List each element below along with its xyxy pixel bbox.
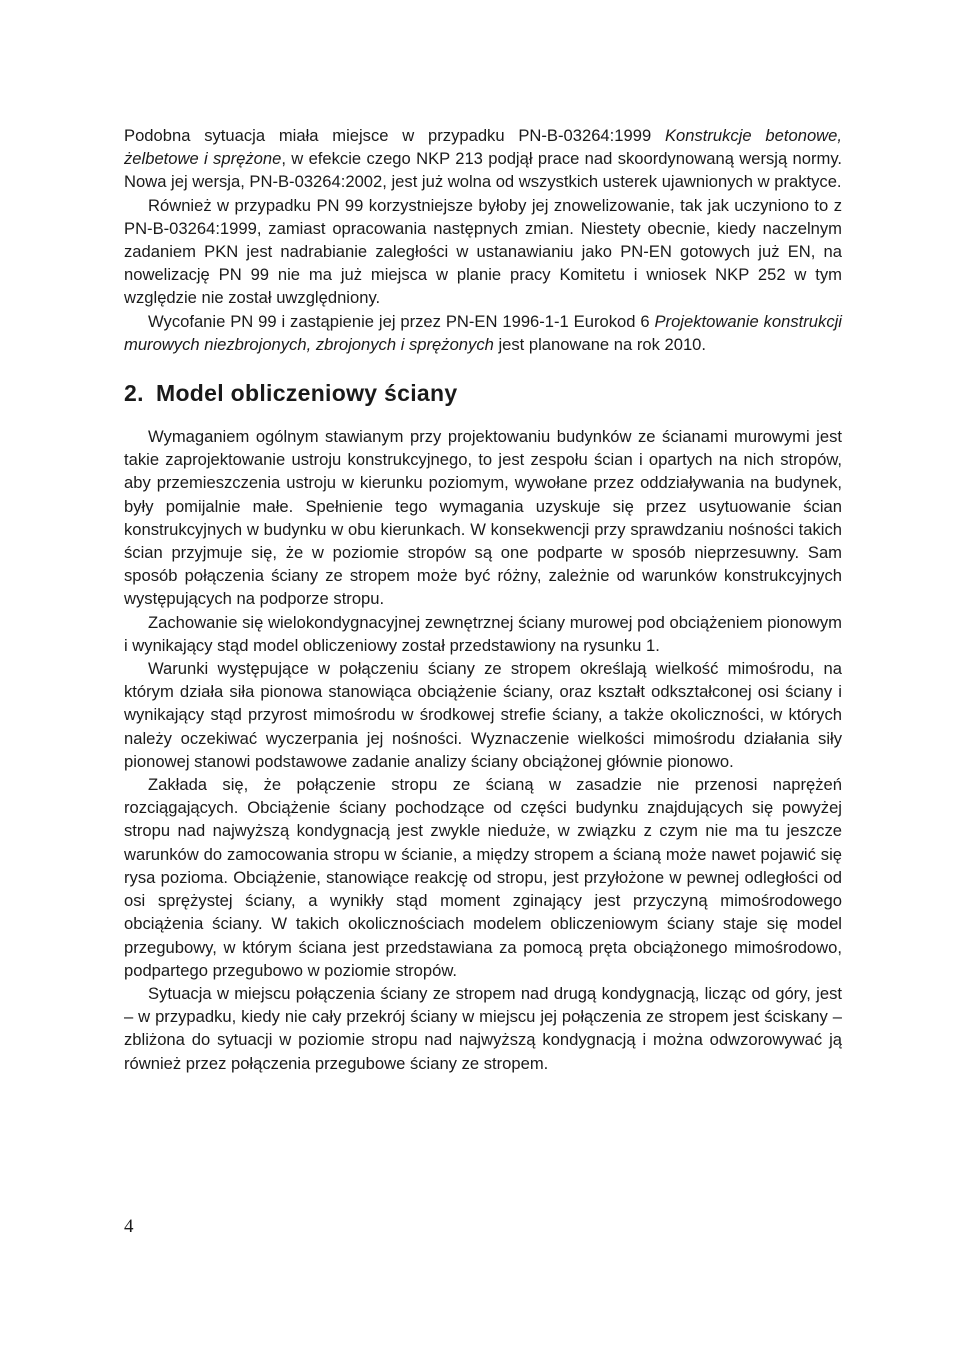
model-section — [124, 425, 842, 1075]
paragraph-2: Również w przypadku PN 99 korzystniejsze byłoby jej znowelizowanie, tak jak uczyniono to z PN-B-03264:1999, zamiast opracowania następnych zmian. Niestety obecnie, kiedy naczelnym zadaniem PKN jest nadrabianie zaległości w ustanawianiu jako PN-EN gotowych już EN, na nowelizację PN 99 nie ma już miejsca w planie pracy Komitetu i wniosek NKP 252 w tym względzie nie został uwzględniony. — [124, 195, 842, 308]
section2-paragraph: Wymaganiem ogólnym stawianym przy projektowaniu budynków ze ścianami murowymi jest takie zaprojektowanie ustroju konstrukcyjnego, to jest zespołu ścian i opartych na nich stropów, aby przemieszczenia ustroju w kierunku poziomym, wywołane przez oddziaływania na budynek, były pomijalnie małe. Spełnienie tego wymagania uzyskuje się przez usytuowanie ścian konstrukcyjnych w budynku w obu kierunkach. W konsekwencji przy sprawdzaniu nośności takich ścian przyjmuje się, że w poziomie stropów są one podparte w sposób nieprzesuwny. Sam sposób połączenia ściany ze stropem może być różny, zależnie od warunków konstrukcyjnych występujących na podporze stropu. — [124, 427, 842, 609]
section-heading — [124, 378, 842, 408]
section-heading-title: Model obliczeniowy ściany — [156, 380, 458, 407]
section2-paragraph: Zakłada się, że połączenie stropu ze ścianą w zasadzie nie przenosi naprężeń rozciągających. Obciążenie ściany pochodzące od części budynku znajdujących się powyżej stropu nad najwyższą kondygnacją jest zwykle nieduże, w związku z czym nie ma tu jeszcze warunków do zamocowania stropu w ścianie, a między stropem a ścianą może nawet pojawić się rysa pozioma. Obciążenie, stanowiące reakcję od stropu, jest przyłożone w pewnej odległości od osi sprężystej ściany, a wynikły stąd moment zginający jest przyczyną mimośrodowego obciążenia ściany. W takich okolicznościach modelem obliczeniowym ściany staje się model przegubowy, w którym ściana jest przedstawiana za pomocą pręta obciążonego mimośrodowo, podpartego przegubowo w poziomie stropów. — [124, 775, 842, 980]
intro-section — [124, 124, 842, 356]
paragraph-1-text-b: , w efekcie czego NKP 213 podjął prace nad skoordynowaną wersją normy. Nowa jej wersja, PN-B-03264:2002, jest już wolna od wszystkich usterek ujawnionych w praktyce. — [124, 149, 843, 192]
section2-paragraph: Zachowanie się wielokondygnacyjnej zewnętrznej ściany murowej pod obciążeniem pionowym i wynikający stąd model obliczeniowy został przedstawiony na rysunku 1. — [124, 612, 842, 655]
page-number: 4 — [124, 1216, 134, 1237]
paragraph-1 — [124, 124, 842, 194]
paragraph-1-italic-title: Konstrukcje betonowe, żelbetowe i sprężone — [124, 126, 842, 169]
paragraph-3-text-a: Wycofanie PN 99 i zastąpienie jej przez PN-EN 1996-1-1 Eurokod 6 — [148, 311, 655, 331]
paragraph-3-text-b: jest planowane na rok 2010. — [493, 334, 707, 354]
section2-paragraph: Sytuacja w miejscu połączenia ściany ze stropem nad drugą kondygnacją, licząc od góry, jest – w przypadku, kiedy nie cały przekrój ściany w miejscu jej połączenia ze stropem jest ściskany – zbliżona do sytuacji w poziomie stropu nad najwyższą kondygnacją i można odwzorowywać ją również przez połączenia przegubowe ściany ze stropem. — [124, 983, 842, 1073]
document-page — [124, 124, 842, 1075]
section2-paragraph: Warunki występujące w połączeniu ściany ze stropem określają wielkość mimośrodu, na którym działa siła pionowa stanowiąca obciążenie ściany, oraz kształt odkształconej osi ściany i wynikający stąd przyrost mimośrodu w środkowej strefie ściany, a także okoliczności, w których należy oczekiwać wyczerpania jej nośności. Wyznaczenie wielkości mimośrodu działania siły pionowej stanowi podstawowe zadanie analizy ściany obciążonej głównie pionowo. — [124, 659, 842, 771]
section-heading-number: 2. — [124, 380, 144, 407]
paragraph-1-text-a: Podobna sytuacja miała miejsce w przypadku PN-B-03264:1999 — [124, 126, 665, 145]
paragraph-3-italic-title: Projektowanie konstrukcji murowych niezbrojonych, zbrojonych i sprężonych — [124, 311, 842, 354]
paragraph-3 — [124, 310, 842, 356]
